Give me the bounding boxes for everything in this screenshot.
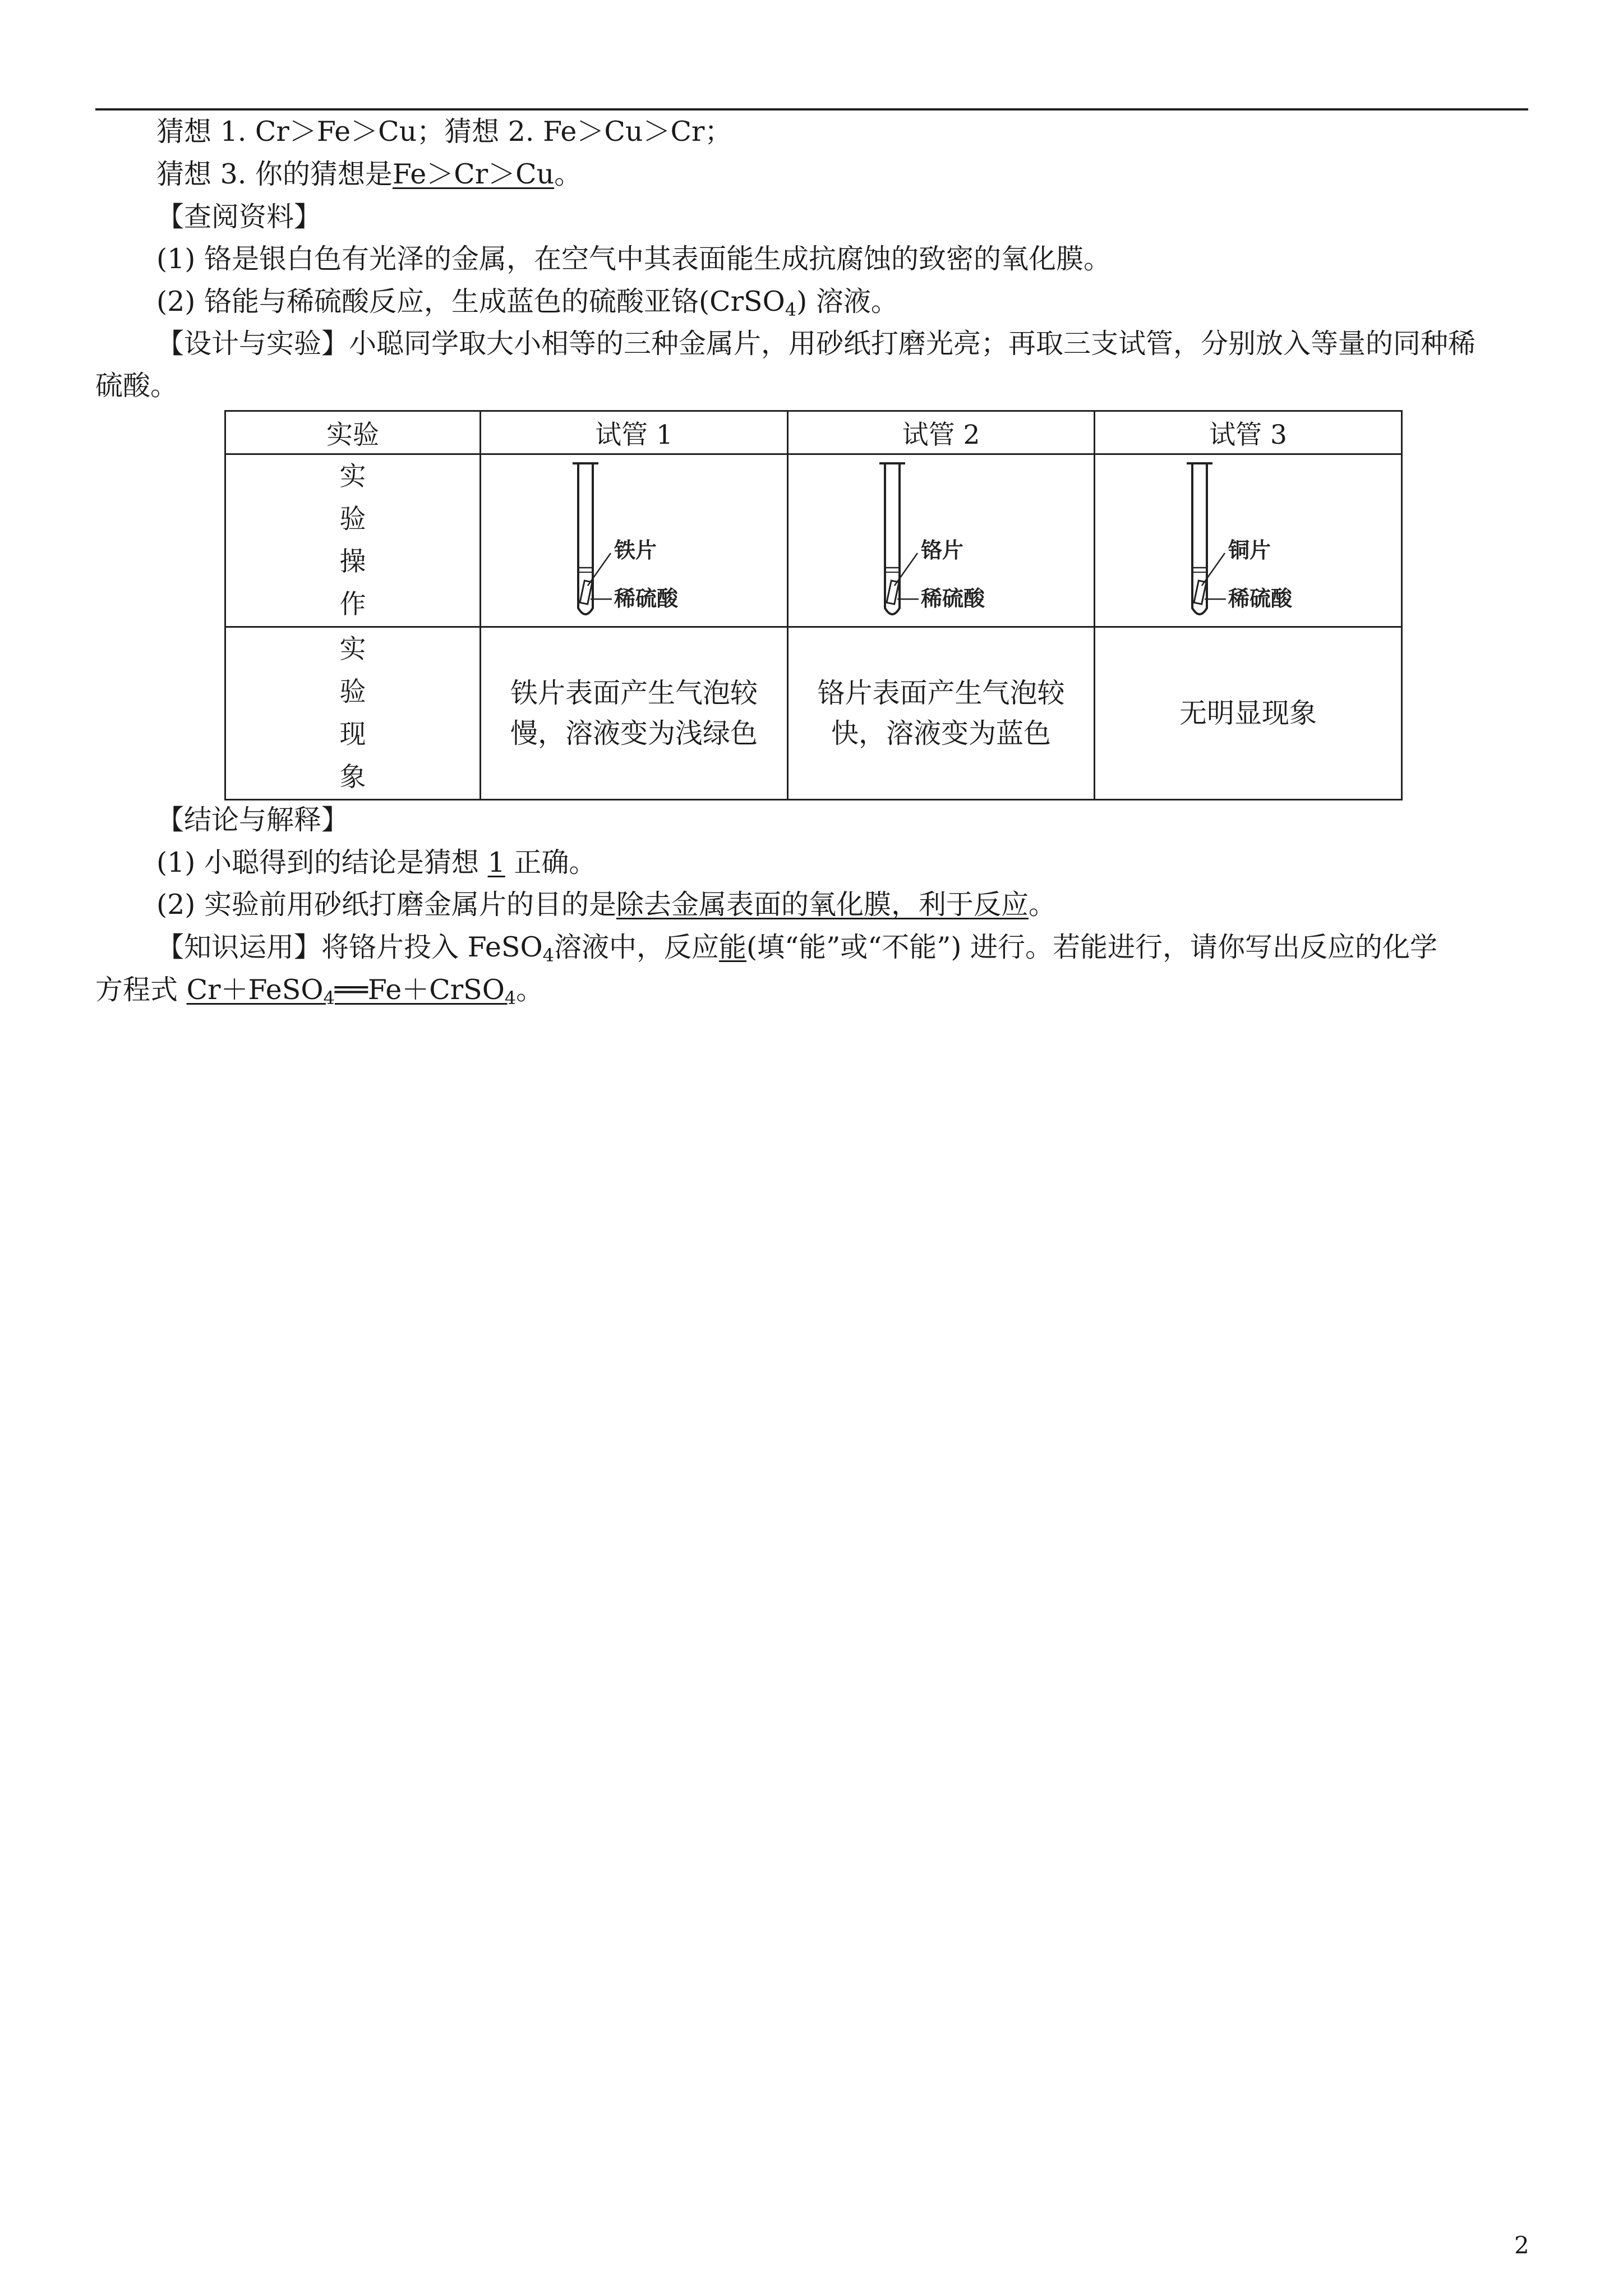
tube-1-acid-label: 稀硫酸 [614,585,678,611]
test-tube-2-diagram [857,457,1025,625]
conclusion-item-2: (2) 实验前用砂纸打磨金属片的目的是除去金属表面的氧化膜，利于反应。 [156,889,1057,921]
conclusion-1-answer: 1 [487,846,505,878]
tube-2-acid-label: 稀硫酸 [921,585,985,611]
test-tube-1-cell [481,454,788,627]
test-tube-1-diagram [550,457,718,625]
tube-3-acid-label: 稀硫酸 [1228,585,1292,611]
tube-3-metal-label: 铜片 [1228,537,1271,563]
guess-3-answer: Fe＞Cr＞Cu [392,158,555,190]
header-rule [95,108,1528,111]
design-paragraph-line-1: 【设计与实验】小聪同学取大小相等的三种金属片，用砂纸打磨光亮；再取三支试管，分别放入等量的同种稀 [156,328,1476,360]
guess-3-line: 猜想 3. 你的猜想是Fe＞Cr＞Cu。 [156,158,582,190]
observation-cell-3: 无明显现象 [1095,627,1402,800]
design-paragraph-line-2: 硫酸。 [95,370,178,402]
reference-item-2: (2) 铬能与稀硫酸反应，生成蓝色的硫酸亚铬(CrSO$_4$) 溶液。 [156,286,898,320]
table-row-operation [225,454,1402,627]
test-tube-3-cell [1095,454,1402,627]
table-row-observation [225,627,1402,800]
test-tube-3-diagram [1164,457,1332,625]
knowledge-application-line-2: 方程式 Cr＋FeSO$_4$══Fe＋CrSO$_4$。 [95,974,544,1009]
knowledge-application-line-1: 【知识运用】将铬片投入 FeSO$_4$溶液中，反应能(填“能”或“不能”) 进行。若能进行，请你写出反应的化学 [156,931,1438,966]
observation-cell-2: 铬片表面产生气泡较 快，溶液变为蓝色 [788,627,1095,800]
page-number: 2 [1514,2231,1529,2259]
conclusion-heading: 【结论与解释】 [156,804,349,836]
header-cell: 试管 2 [788,411,1095,454]
header-cell: 试管 1 [481,411,788,454]
conclusion-item-1: (1) 小聪得到的结论是猜想 1 正确。 [156,846,597,878]
reference-heading: 【查阅资料】 [156,201,322,233]
table-header-row [225,411,1402,454]
experiment-table [224,410,1403,800]
guess-1-2-line: 猜想 1. Cr＞Fe＞Cu；猜想 2. Fe＞Cu＞Cr； [156,116,732,148]
knowledge-answer: 能 [719,931,747,963]
reference-item-1: (1) 铬是银白色有光泽的金属，在空气中其表面能生成抗腐蚀的致密的氧化膜。 [156,243,1111,275]
header-cell: 实验 [225,411,481,454]
row-label-operation: 实 验 操 作 [225,454,481,627]
header-cell: 试管 3 [1095,411,1402,454]
row-label-observation: 实 验 现 象 [225,627,481,800]
chemical-equation: Cr＋FeSO$_4$══Fe＋CrSO$_4$ [186,974,517,1009]
tube-2-metal-label: 铬片 [921,537,964,563]
conclusion-2-answer: 除去金属表面的氧化膜，利于反应 [616,889,1029,921]
test-tube-2-cell [788,454,1095,627]
observation-cell-1: 铁片表面产生气泡较 慢，溶液变为浅绿色 [481,627,788,800]
tube-1-metal-label: 铁片 [614,537,657,563]
